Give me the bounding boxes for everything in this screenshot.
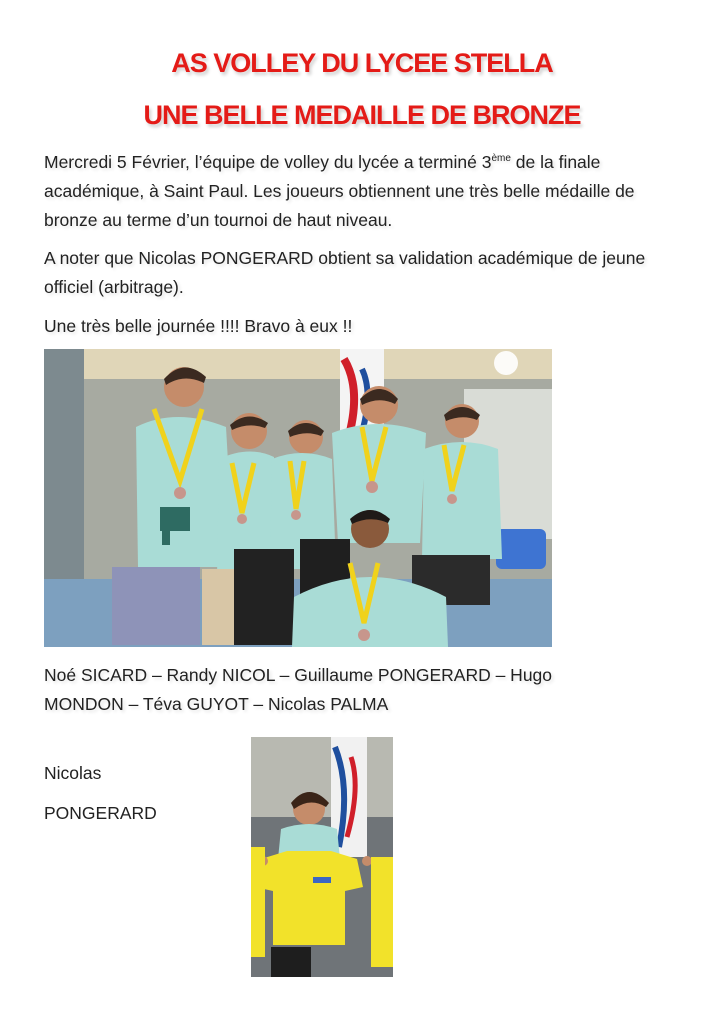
featured-photo-illustration — [251, 737, 393, 977]
team-photo — [44, 349, 552, 647]
team-photo-illustration — [44, 349, 552, 647]
players-caption: Noé SICARD – Randy NICOL – Guillaume PONGERARD – Hugo MONDON – Téva GUYOT – Nicolas PALMA — [44, 665, 553, 714]
featured-first-name: Nicolas — [44, 763, 102, 783]
title-line-1: AS VOLLEY DU LYCEE STELLA — [171, 48, 553, 78]
featured-player-name — [44, 762, 157, 842]
ordinal-suffix: ème — [491, 153, 511, 165]
intro-text-end: de la finale académique, à Saint Paul. Les joueurs obtiennent une très belle médaille de bronze au terme d’un tournoi de haut niveau. — [44, 152, 635, 230]
intro-paragraph — [44, 148, 684, 235]
featured-last-name: PONGERARD — [44, 803, 157, 823]
cheer-paragraph: Une très belle journée !!!! Bravo à eux !! — [44, 316, 353, 336]
title-line-2: UNE BELLE MEDAILLE DE BRONZE — [143, 100, 581, 130]
featured-player-photo — [251, 737, 393, 977]
note-paragraph: A noter que Nicolas PONGERARD obtient sa validation académique de jeune officiel (arbitrage). — [44, 248, 646, 297]
intro-text-start: Mercredi 5 Février, l’équipe de volley du lycée a terminé 3 — [44, 152, 492, 172]
